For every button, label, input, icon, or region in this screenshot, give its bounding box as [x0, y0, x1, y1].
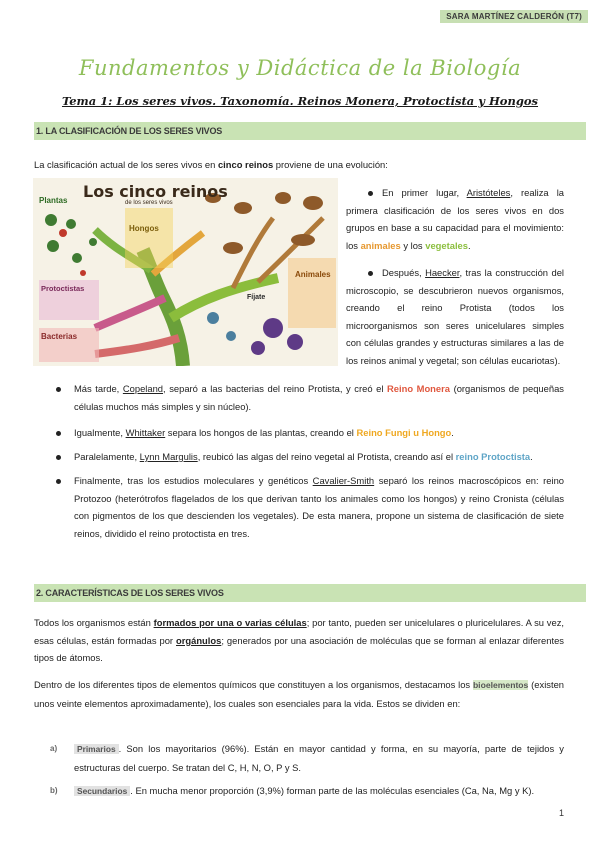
bullet-margulis: Paralelamente, Lynn Margulis, reubicó las algas del reino vegetal al Protista, creando así el reino Protoctista.	[74, 448, 564, 466]
bullet-dot	[56, 387, 61, 392]
page-number: 1	[558, 808, 564, 818]
figure-title: Los cinco reinos	[83, 182, 228, 201]
figure-label-bacterias: Bacterias	[41, 332, 78, 341]
document-title: Fundamentos y Didáctica de la Biología	[78, 56, 522, 80]
bullet-aristoteles: En primer lugar, Aristóteles, realiza la primera clasificación de los seres vivos en dos grupos en base a su capacidad para el movimiento: los animales y los vegetales.	[346, 187, 564, 251]
section-heading-2: 2. CARACTERÍSTICAS DE LOS SERES VIVOS	[34, 584, 586, 602]
figure-label-fijate: Fíjate	[247, 294, 266, 301]
list-item-primarios: a) Primarios . Son los mayoritarios (96%). Están en mayor cantidad y forma, en su mayoría, parte de tejidos y estructuras del cuerpo. Se tratan del C, H, N, O, P y S.	[74, 740, 564, 776]
section1-intro: La clasificación actual de los seres vivos en cinco reinos proviene de una evolución:	[34, 159, 388, 170]
section2-paragraph-1: Todos los organismos están formados por una o varias células; por tanto, pueden ser unicelulares o pluricelulares. A su vez, esas células, están formadas por orgánulos; generados por una asociación de moléculas que se forman al enlazar diferentes tipos de átomos.	[34, 617, 565, 664]
figure-label-hongos: Hongos	[129, 224, 159, 233]
figure-label-animales: Animales	[295, 270, 331, 279]
bullet-whittaker: Igualmente, Whittaker separa los hongos de las plantas, creando el Reino Fungi u Hongo.	[74, 424, 564, 442]
list-item-secundarios: b) Secundarios . En mucha menor proporción (3,9%) forman parte de las moléculas esenciales (Ca, Na, Mg y K).	[74, 782, 564, 801]
kingdom-tree-illustration	[33, 178, 338, 366]
author-tag: SARA MARTÍNEZ CALDERÓN (T7)	[440, 10, 588, 23]
tag-primarios: Primarios	[74, 744, 119, 754]
section-heading-1: 1. LA CLASIFICACIÓN DE LOS SERES VIVOS	[34, 122, 586, 140]
list-letter-b: b)	[50, 786, 58, 795]
bullet-haecker: Después, Haecker, tras la construcción del microscopio, se descubrieron nuevos organismos, creando el reino Protista (todos los microorganismos son seres unicelulares simples con células grandes y estructuras similares a las de los reinos animal y vegetal; son células eucariotas).	[346, 267, 564, 366]
figure-subtitle: de los seres vivos	[125, 200, 173, 206]
five-kingdoms-figure	[33, 178, 338, 366]
bullet-copeland: Más tarde, Copeland, separó a las bacterias del reino Protista, y creó el Reino Monera (organismos de pequeñas células muchos más simples y sin núcleo).	[74, 380, 564, 415]
document-subtitle: Tema 1: Los seres vivos. Taxonomía. Reinos Monera, Protoctista y Hongos	[61, 94, 539, 108]
bullet-dot	[368, 191, 373, 196]
section2-paragraph-2: Dentro de los diferentes tipos de elementos químicos que constituyen a los organismos, destacamos los bioelementos (existen unos veinte elementos aproximadamente), los cuales son esenciales para la vida. Estos se dividen en:	[34, 679, 564, 709]
tag-secundarios: Secundarios	[74, 786, 130, 796]
figure-label-plantas: Plantas	[39, 196, 68, 205]
bullet-dot	[56, 455, 61, 460]
bullet-dot	[56, 431, 61, 436]
bullet-dot	[368, 271, 373, 276]
bullet-cavalier-smith: Finalmente, tras los estudios moleculares y genéticos Cavalier-Smith separó los reinos macroscópicos en: reino Protozoo (heterótrofos flagelados de los que derivan tanto los animales como los hongos) y reino Cronista (células con pigmentos de los que descienden los vegetales). De esta manera, propone un sistema de clasificación de siete reinos, dividido el reino protoctista en tres.	[74, 472, 564, 542]
bullet-dot	[56, 479, 61, 484]
list-letter-a: a)	[50, 744, 58, 753]
figure-label-protoctistas: Protoctistas	[41, 284, 85, 293]
